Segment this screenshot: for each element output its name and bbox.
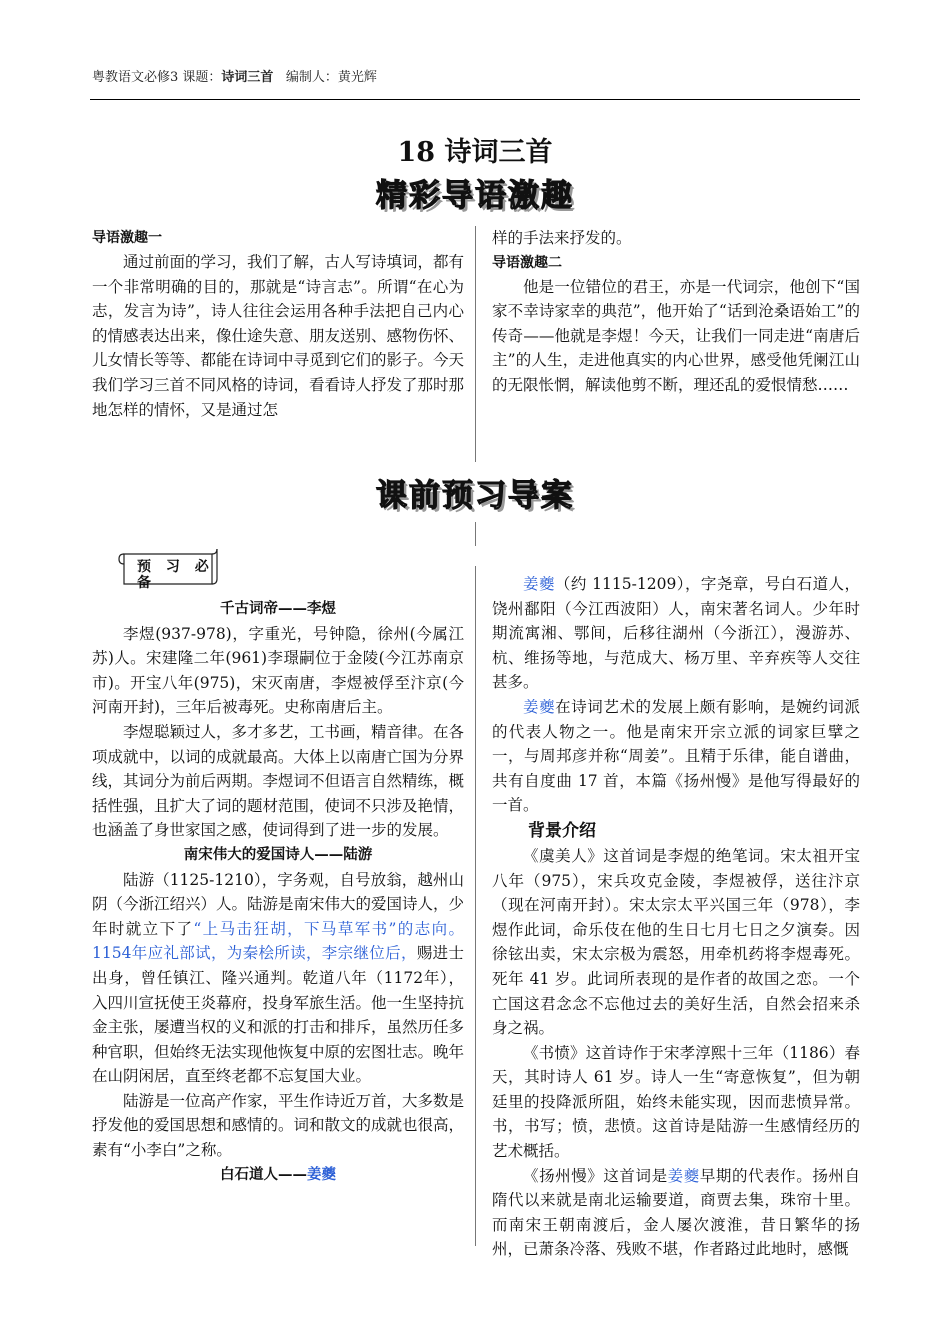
header-divider: [90, 99, 860, 100]
page-title: 18 诗词三首: [397, 137, 553, 168]
background-paragraph-3: [492, 1164, 860, 1262]
liyu-paragraph-2: 李煜聪颖过人，多才多艺，工书画，精音律。在各项成就中，以词的成就最高。大体上以南唐亡国为分界线，其词分为前后两期。李煜词不但语言自然精练，概括性强，且扩大了词的题材范围，使词不只涉及艳情，也涵盖了身世家国之感，使词得到了进一步的发展。: [92, 722, 465, 840]
background-paragraph-2: 《书愤》这首诗作于宋孝淳熙十三年（1186）春天，其时诗人 61 岁。诗人一生“寄意恢复”，但为朝廷里的投降派所阻，始终未能实现，因而悲愤异常。书，书写；愤，悲愤。这首诗是陆游一生感情经历的艺术概括。: [492, 1043, 860, 1161]
jiangkui-paragraph-2: [492, 695, 860, 818]
column-divider-mid: [475, 522, 476, 546]
scroll-label: 预 习 必备: [137, 559, 214, 591]
page-header: [92, 66, 377, 85]
jiangkui-name-2: 姜夔: [523, 697, 556, 716]
jiangkui-heading-name: 姜夔: [307, 1166, 336, 1183]
bg-p3-name: 姜夔: [667, 1166, 700, 1185]
jiangkui-p1-text: （约 1115-1209），字尧章，号白石道人，饶州鄱阳（今江西波阳）人，南宋著名词人。少年时期流寓湘、鄂间，后移往湖州（今浙江），漫游苏、杭、维扬等地，与范成大、杨万里、辛弃疾等人交往甚多。: [492, 575, 860, 692]
liyu-paragraph-1: 李煜(937-978)，字重光，号钟隐，徐州(今属江苏)人。宋建隆二年(961)李璟嗣位于金陵(今江苏南京市)。开宝八年(975)，宋灭南唐，李煜被俘至汴京(今河南开封)，三年后被毒死。史称南唐后主。: [92, 624, 464, 717]
column-divider-top: [475, 226, 476, 462]
luyou-p1-part-a: 陆游（1125-1210），字务观，自号放翁，越州山阴（今浙江绍兴）人。陆游是南宋伟大的爱国诗人，少年时就立下了: [92, 870, 465, 938]
luyou-p1-part-b: 赐进士出身，曾任镇江、隆兴通判。乾道八年（1172年），入四川宣抚使王炎幕府，投身军旅生活。他一生坚持抗金主张，屡遭当权的义和派的打击和排斥，虽然历任多种官职，但始终无法实现他恢复中原的宏图壮志。晚年在山阴闲居，直至终老都不忘复国大业。: [92, 944, 465, 1086]
intro1-heading: 导语激趣一: [92, 230, 162, 246]
luyou-paragraph-1: [92, 868, 464, 1089]
intro1-continuation: 样的手法来抒发的。: [492, 229, 632, 247]
intro-left-column: [92, 226, 464, 422]
luyou-heading: 南宋伟大的爱国诗人——陆游: [183, 846, 373, 863]
background-paragraph-1: 《虞美人》这首词是李煜的绝笔词。宋太祖开宝八年（975），宋兵攻克金陵，李煜被俘，送往汴京（现在河南开封）。宋太宗太平兴国三年（978），李煜作此词，命乐伎在他的生日七月七日之夕演奏。因徐铉出卖，宋太宗极为震怒，用牵机药将李煜毒死。死年 41 岁。此词所表现的是作者的故国之恋。一个亡国这君念念不忘他过去的美好生活，自然会招来杀身之祸。: [492, 846, 860, 1038]
preview-right-column: [492, 572, 860, 1262]
column-divider-bottom: [475, 566, 476, 1246]
jiangkui-name: 姜夔: [523, 575, 555, 593]
luyou-paragraph-2: 陆游是一位高产作家，平生作诗近万首，大多数是抒发他的爱国思想和感情的。词和散文的成就也很高，素有“小李白”之称。: [92, 1091, 465, 1160]
header-editor: 编制人：黄光辉: [273, 70, 377, 85]
bg-p3-part-a: 《扬州慢》这首词是: [523, 1166, 668, 1185]
intro-right-column: [492, 226, 860, 398]
section-banner-preview: 课前预习导案: [376, 478, 574, 514]
bg-p3-part-b: 早期的代表作。扬州自隋代以来就是南北运输要道，商贾去集，珠帘十里。而南宋王朝南渡后，金人屡次渡淮，昔日繁华的扬州，已萧条冷落、残败不堪，作者路过此地时，感慨: [492, 1166, 860, 1259]
preview-left-column: [92, 597, 464, 1187]
luyou-p1-highlight: “上马击狂胡，下马草军书”的志向。1154年应礼部试，为秦桧所读，李宗继位后，: [92, 919, 464, 963]
jiangkui-heading-prefix: 白石道人——: [220, 1166, 307, 1183]
jiangkui-heading: [92, 1163, 464, 1188]
section-banner-intro: 精彩导语激趣: [376, 178, 574, 214]
header-prefix: 粤教语文必修3 课题：: [92, 70, 222, 85]
intro2-text: 他是一位错位的君王，亦是一代词宗，他创下“国家不幸诗家幸的典范”，他开始了“话到沧桑语始工”的传奇——他就是李煜！今天，让我们一同走进“南唐后主”的人生，走进他真实的内心世界，感受他凭阑江山的无限怅惘，解读他剪不断，理还乱的爱恨情愁……: [492, 277, 860, 394]
jiangkui-paragraph-1: [492, 572, 860, 695]
jiangkui-p2-text: 在诗词艺术的发展上颇有影响，是婉约词派的代表人物之一。他是南宋开宗立派的词家巨擘之一，与周邦彦并称“周姜”。且精于乐律，能自谱曲，共有自度曲 17 首，本篇《扬州慢》是他写得最好的一首。: [492, 697, 860, 815]
intro1-text: 通过前面的学习，我们了解，古人写诗填词，都有一个非常明确的目的，那就是“诗言志”。所谓“在心为志，发言为诗”，诗人往往会运用各种手法把自己内心的情感表达出来，像仕途失意、朋友送别、感物伤怀、儿女情长等等、都能在诗词中寻觅到它们的影子。今天我们学习三首不同风格的诗词，看看诗人抒发了那时那地怎样的情怀，又是通过怎: [92, 253, 465, 419]
header-course: 诗词三首: [221, 70, 274, 85]
background-heading: 背景介绍: [528, 820, 596, 841]
liyu-heading: 千古词帝——李煜: [220, 601, 336, 617]
intro2-heading: 导语激趣二: [492, 254, 562, 271]
